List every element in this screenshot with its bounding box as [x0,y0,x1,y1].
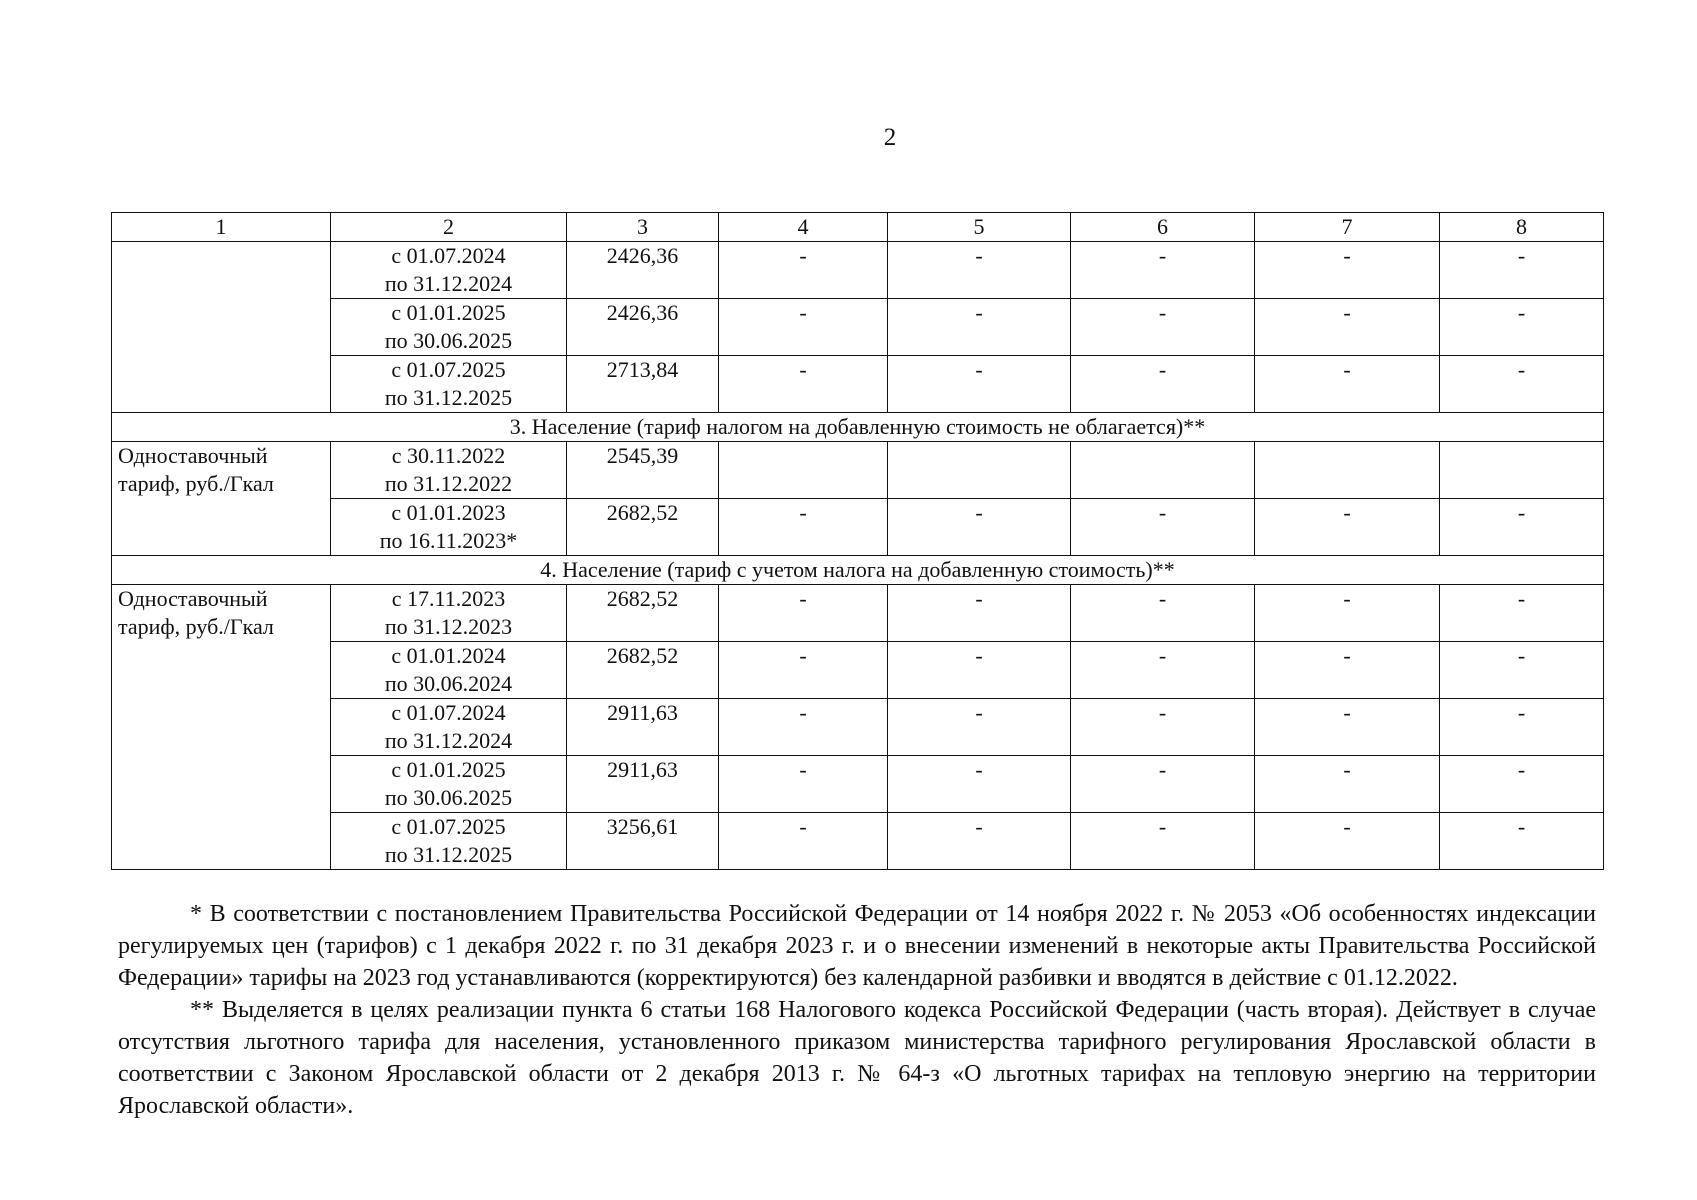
value-cell: 2682,52 [567,585,719,642]
page-number: 2 [883,124,897,151]
value-cell: 2682,52 [567,642,719,699]
header-cell: 1 [112,213,331,242]
table-row [112,699,1604,756]
header-cell: 5 [888,213,1071,242]
col7-cell: - [1255,242,1440,299]
col5-cell: - [888,756,1071,813]
col5-cell: - [888,813,1071,870]
table-row [112,356,1604,413]
col7-cell: - [1255,585,1440,642]
col4-cell: - [719,356,888,413]
table-row [112,813,1604,870]
period-cell: с 01.07.2024 по 31.12.2024 [331,699,567,756]
col7-cell: - [1255,499,1440,556]
col4-cell: - [719,642,888,699]
value-cell: 2682,52 [567,499,719,556]
table-row [112,242,1604,299]
period-cell: с 01.07.2025 по 31.12.2025 [331,813,567,870]
group-label-cell [112,242,331,413]
table-header-row [112,213,1604,242]
col4-cell: - [719,299,888,356]
col8-cell: - [1440,299,1604,356]
value-cell: 2911,63 [567,699,719,756]
section-3-title: 3. Население (тариф налогом на добавленную стоимость не облагается)** [112,413,1604,442]
col8-cell: - [1440,585,1604,642]
header-cell: 6 [1071,213,1255,242]
period-cell: с 17.11.2023 по 31.12.2023 [331,585,567,642]
header-cell: 7 [1255,213,1440,242]
col6-cell: - [1071,299,1255,356]
section-title-row [112,556,1604,585]
value-cell: 2426,36 [567,242,719,299]
group-label-cell: Одноставочный тариф, руб./Гкал [112,585,331,870]
col5-cell [888,442,1071,499]
col6-cell: - [1071,813,1255,870]
col5-cell: - [888,585,1071,642]
tariff-table [111,212,1604,870]
period-cell: с 30.11.2022 по 31.12.2022 [331,442,567,499]
col7-cell: - [1255,813,1440,870]
value-cell: 2545,39 [567,442,719,499]
col7-cell: - [1255,699,1440,756]
footnote-1: * В соответствии с постановлением Правительства Российской Федерации от 14 ноября 2022 г. № 2053 «Об особенностях индексации регулируемых цен (тарифов) с 1 декабря 2022 г. по 31 декабря 2023 г. и о внесении изменений в некоторые акты Правительства Российской Федерации» тарифы на 2023 год устанавливаются (корректируются) без календарной разбивки и вводятся в действие с 01.12.2022. [118,901,1596,991]
col8-cell: - [1440,242,1604,299]
header-cell: 2 [331,213,567,242]
header-cell: 3 [567,213,719,242]
section-4-title: 4. Население (тариф с учетом налога на добавленную стоимость)** [112,556,1604,585]
col7-cell: - [1255,356,1440,413]
period-cell: с 01.07.2025 по 31.12.2025 [331,356,567,413]
col5-cell: - [888,642,1071,699]
col4-cell: - [719,242,888,299]
value-cell: 2713,84 [567,356,719,413]
table-row [112,299,1604,356]
footnote-2: ** Выделяется в целях реализации пункта 6 статьи 168 Налогового кодекса Российской Федерации (часть вторая). Действует в случае отсутствия льготного тарифа для населения, установленного приказом министерства тарифного регулирования Ярославской области в соответствии с Законом Ярославской области от 2 декабря 2013 г. № 64-з «О льготных тарифах на тепловую энергию на территории Ярославской области». [118,997,1596,1119]
value-cell: 2911,63 [567,756,719,813]
period-cell: с 01.01.2023 по 16.11.2023* [331,499,567,556]
col4-cell: - [719,756,888,813]
col4-cell: - [719,585,888,642]
table-row [112,642,1604,699]
col7-cell [1255,442,1440,499]
period-cell: с 01.01.2025 по 30.06.2025 [331,756,567,813]
col6-cell: - [1071,642,1255,699]
period-cell: с 01.07.2024 по 31.12.2024 [331,242,567,299]
col6-cell: - [1071,499,1255,556]
col4-cell: - [719,813,888,870]
footnotes [118,898,1596,1122]
period-cell: с 01.01.2024 по 30.06.2024 [331,642,567,699]
header-cell: 8 [1440,213,1604,242]
period-cell: с 01.01.2025 по 30.06.2025 [331,299,567,356]
col8-cell [1440,442,1604,499]
col8-cell: - [1440,813,1604,870]
col4-cell: - [719,699,888,756]
col5-cell: - [888,299,1071,356]
col5-cell: - [888,356,1071,413]
col8-cell: - [1440,356,1604,413]
table-row [112,756,1604,813]
col6-cell: - [1071,756,1255,813]
col5-cell: - [888,242,1071,299]
col5-cell: - [888,699,1071,756]
col7-cell: - [1255,299,1440,356]
col7-cell: - [1255,642,1440,699]
col4-cell: - [719,499,888,556]
value-cell: 2426,36 [567,299,719,356]
header-cell: 4 [719,213,888,242]
col6-cell: - [1071,585,1255,642]
table-row [112,585,1604,642]
group-label-cell: Одноставочный тариф, руб./Гкал [112,442,331,556]
section-title-row [112,413,1604,442]
col4-cell [719,442,888,499]
col5-cell: - [888,499,1071,556]
col6-cell: - [1071,699,1255,756]
col7-cell: - [1255,756,1440,813]
col6-cell: - [1071,242,1255,299]
col6-cell: - [1071,356,1255,413]
col8-cell: - [1440,756,1604,813]
table-row [112,499,1604,556]
col8-cell: - [1440,499,1604,556]
table-row [112,442,1604,499]
col8-cell: - [1440,699,1604,756]
col8-cell: - [1440,642,1604,699]
value-cell: 3256,61 [567,813,719,870]
col6-cell [1071,442,1255,499]
